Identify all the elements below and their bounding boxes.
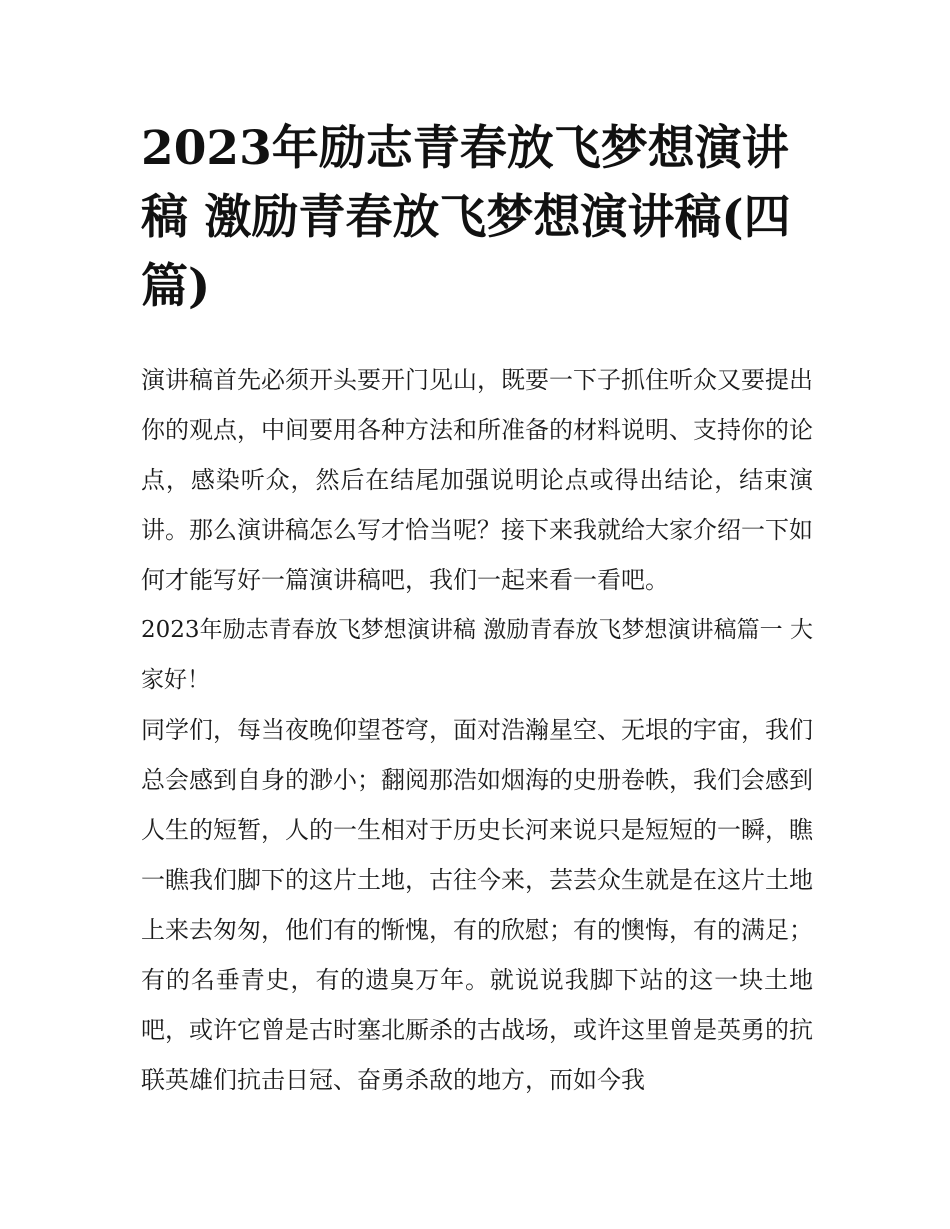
document-title: 2023年励志青春放飞梦想演讲稿 激励青春放飞梦想演讲稿(四篇) <box>141 121 791 314</box>
document-body <box>141 355 813 1105</box>
body-paragraph: 同学们，每当夜晚仰望苍穹，面对浩瀚星空、无垠的宇宙，我们总会感到自身的渺小；翻阅那浩如烟海的史册卷帙，我们会感到人生的短暂，人的一生相对于历史长河来说只是短短的一瞬，瞧一瞧我们脚下的这片土地，古往今来，芸芸众生就是在这片土地上来去匆匆，他们有的惭愧，有的欣慰；有的懊悔，有的满足；有的名垂青史，有的遗臭万年。就说说我脚下站的这一块土地吧，或许它曾是古时塞北厮杀的古战场，或许这里曾是英勇的抗联英雄们抗击日冠、奋勇杀敌的地方，而如今我 <box>141 716 813 1094</box>
intro-paragraph: 演讲稿首先必须开头要开门见山，既要一下子抓住听众又要提出你的观点，中间要用各种方法和所准备的材料说明、支持你的论点，感染听众，然后在结尾加强说明论点或得出结论，结束演讲。那么演讲稿怎么写才恰当呢？接下来我就给大家介绍一下如何才能写好一篇演讲稿吧，我们一起来看一看吧。 <box>141 366 813 594</box>
section-heading: 2023年励志青春放飞梦想演讲稿 激励青春放飞梦想演讲稿篇一 大家好！ <box>141 617 813 693</box>
